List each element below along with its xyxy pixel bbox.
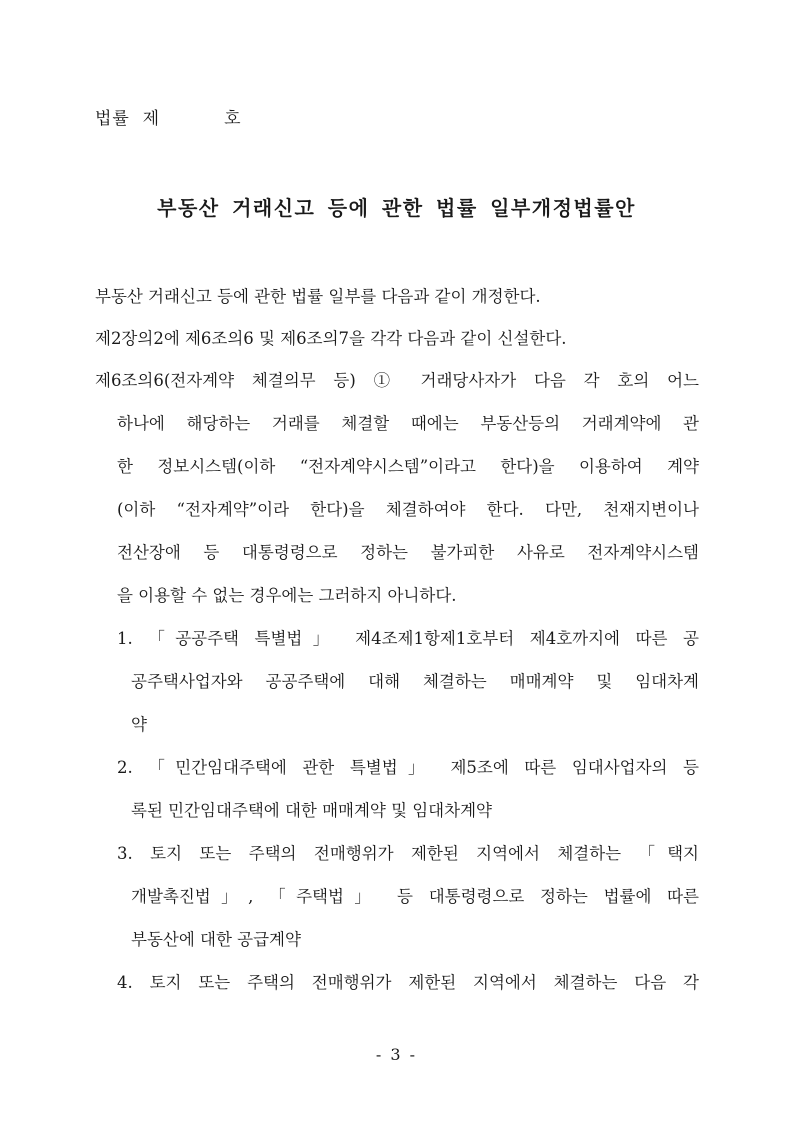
law-number: 법률 제 호 bbox=[95, 109, 242, 129]
body-line: 하나에 해당하는 거래를 체결할 때에는 부동산등의 거래계약에 관 bbox=[117, 414, 699, 433]
body-line: 제2장의2에 제6조의6 및 제6조의7을 각각 다음과 같이 신설한다. bbox=[95, 329, 567, 348]
list-item-4-line: 4. 토지 또는 주택의 전매행위가 제한된 지역에서 체결하는 다음 각 bbox=[117, 973, 699, 992]
list-item-3-line: 부동산에 대한 공급계약 bbox=[131, 930, 301, 949]
page-number: - 3 - bbox=[375, 1045, 418, 1064]
body-line: 전산장애 등 대통령령으로 정하는 불가피한 사유로 전자계약시스템 bbox=[117, 543, 699, 562]
list-item-1-line: 약 bbox=[131, 715, 147, 734]
list-item-2-line: 2. 「민간임대주택에 관한 특별법」 제5조에 따른 임대사업자의 등 bbox=[117, 758, 699, 777]
body-line: 한 정보시스템(이하 “전자계약시스템”이라고 한다)을 이용하여 계약 bbox=[117, 457, 699, 476]
body-line: 을 이용할 수 없는 경우에는 그러하지 아니하다. bbox=[117, 586, 457, 605]
article-heading-line: 제6조의6(전자계약 체결의무 등) ① 거래당사자가 다음 각 호의 어느 bbox=[95, 371, 699, 390]
list-item-1-line: 1. 「공공주택 특별법」 제4조제1항제1호부터 제4호까지에 따른 공 bbox=[117, 629, 699, 648]
list-item-3-line: 개발촉진법」, 「주택법」 등 대통령령으로 정하는 법률에 따른 bbox=[131, 887, 699, 906]
list-item-3-line: 3. 토지 또는 주택의 전매행위가 제한된 지역에서 체결하는 「택지 bbox=[117, 844, 699, 863]
list-item-2-line: 록된 민간임대주택에 대한 매매계약 및 임대차계약 bbox=[131, 801, 492, 820]
bill-title: 부동산 거래신고 등에 관한 법률 일부개정법률안 bbox=[157, 196, 636, 220]
body-line: (이하 “전자계약”이라 한다)을 체결하여야 한다. 다만, 천재지변이나 bbox=[117, 500, 699, 519]
list-item-1-line: 공주택사업자와 공공주택에 대해 체결하는 매매계약 및 임대차계 bbox=[131, 672, 699, 691]
body-line: 부동산 거래신고 등에 관한 법률 일부를 다음과 같이 개정한다. bbox=[95, 287, 541, 306]
